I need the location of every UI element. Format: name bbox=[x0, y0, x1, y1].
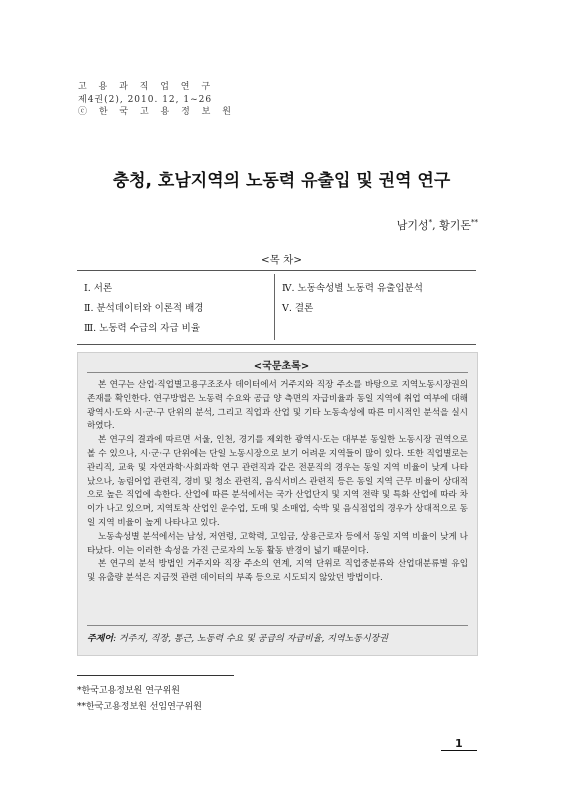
footnotes bbox=[77, 683, 202, 715]
author-1: 남기성 bbox=[396, 219, 429, 232]
keywords bbox=[87, 631, 468, 644]
footnote-1: *한국고용정보원 연구위원 bbox=[77, 686, 180, 696]
abstract-paragraph-2: 본 연구의 결과에 따르면 서울, 인천, 경기를 제외한 광역시·도는 대부분 동일한 노동시장 권역으로 볼 수 있으나, 시·군·구 단위에는 단일 노동시장으로 보기 어려운 지역들이 많이 있다. 또한 직업별로는 관리직, 교육 및 자연과학·사회과학 연구 관련직과 같은 전문직의 경우는 동일 지역 비율이 낮게 나타났으나, 농림어업 관련직, 경비 및 청소 관련직, 음식서비스 관련직 등은 동일 지역 근무 비율이 상대적으로 높은 직업에 속한다. 산업에 따른 분석에서는 국가 산업단지 및 지역 전략 및 특화 산업에 따라 차이가 나고 있으며, 지역토착 산업인 운수업, 도매 및 소매업, 숙박 및 음식점업의 경우가 상대적으로 동일 지역 비율이 높게 나타나고 있다. bbox=[87, 435, 468, 528]
toc-heading: <목 차> bbox=[260, 254, 303, 266]
abstract-bottom-rule bbox=[87, 625, 468, 626]
journal-volume: 제4권(2), 2010. 12, 1~26 bbox=[78, 94, 213, 105]
page-number-rule bbox=[441, 750, 477, 751]
toc-divider bbox=[274, 274, 275, 340]
abstract-paragraph-4: 본 연구의 분석 방법인 거주지와 직장 주소의 연계, 지역 단위로 직업중분류와 산업대분류별 유입 및 유출량 분석은 지금껏 관련 데이터의 부족 등으로 시도되지 않았던 방법이다. bbox=[87, 559, 468, 584]
toc-item-1: Ⅰ. 서론 bbox=[84, 283, 113, 294]
toc-right-column bbox=[282, 279, 423, 319]
author-separator: , bbox=[432, 219, 440, 232]
toc-item-2: Ⅱ. 분석데이터와 이론적 배경 bbox=[84, 303, 204, 314]
keywords-text: : 거주지, 직장, 통근, 노동력 수요 및 공급의 자급비율, 지역노동시장권 bbox=[113, 634, 389, 644]
toc-item-3: Ⅲ. 노동력 수급의 자급 비율 bbox=[84, 323, 201, 334]
paper-title: 충청, 호남지역의 노동력 유출입 및 권역 연구 bbox=[112, 171, 451, 191]
footnote-rule bbox=[77, 675, 234, 676]
abstract-paragraph-1: 본 연구는 산업·직업별고용구조조사 데이터에서 거주지와 직장 주소를 바탕으로 지역노동시장권의 존재를 확인한다. 연구방법은 노동력 수요와 공급 양 측면의 자급비율과 동일 지역에 취업 여부에 대해 광역시·도와 시·군·구 단위의 분석, 그리고 직업과 산업 및 기타 노동속성에 따른 미시적인 분석을 실시하였다. bbox=[87, 380, 468, 432]
keywords-label: 주제어 bbox=[87, 634, 114, 644]
footnote-2: **한국고용정보원 선임연구위원 bbox=[77, 702, 202, 712]
abstract-body bbox=[87, 379, 468, 586]
author-2: 황기돈 bbox=[439, 219, 471, 232]
author-2-mark: ** bbox=[471, 218, 478, 227]
toc-item-4: Ⅳ. 노동속성별 노동력 유출입분석 bbox=[282, 283, 423, 294]
journal-copyright: ⓒ 한 국 고 용 정 보 원 bbox=[78, 107, 236, 117]
abstract-heading: <국문초록> bbox=[253, 361, 310, 372]
toc-left-column bbox=[84, 279, 203, 339]
toc-bottom-rule bbox=[77, 344, 476, 345]
journal-header bbox=[78, 81, 235, 119]
abstract-paragraph-3: 노동속성별 분석에서는 남성, 저연령, 고학력, 고임금, 상용근로자 등에서 동일 지역 비율이 낮게 나타났다. 이는 이러한 속성을 가진 근로자의 노동 활동 반경이 넓기 때문이다. bbox=[87, 531, 468, 556]
author-1-mark: * bbox=[428, 218, 433, 227]
toc-item-5: Ⅴ. 결론 bbox=[282, 303, 314, 314]
authors bbox=[397, 217, 478, 233]
abstract-top-rule bbox=[87, 372, 468, 373]
toc-top-rule bbox=[77, 270, 476, 271]
page-number: 1 bbox=[455, 737, 463, 750]
journal-name: 고 용 과 직 업 연 구 bbox=[78, 82, 215, 92]
